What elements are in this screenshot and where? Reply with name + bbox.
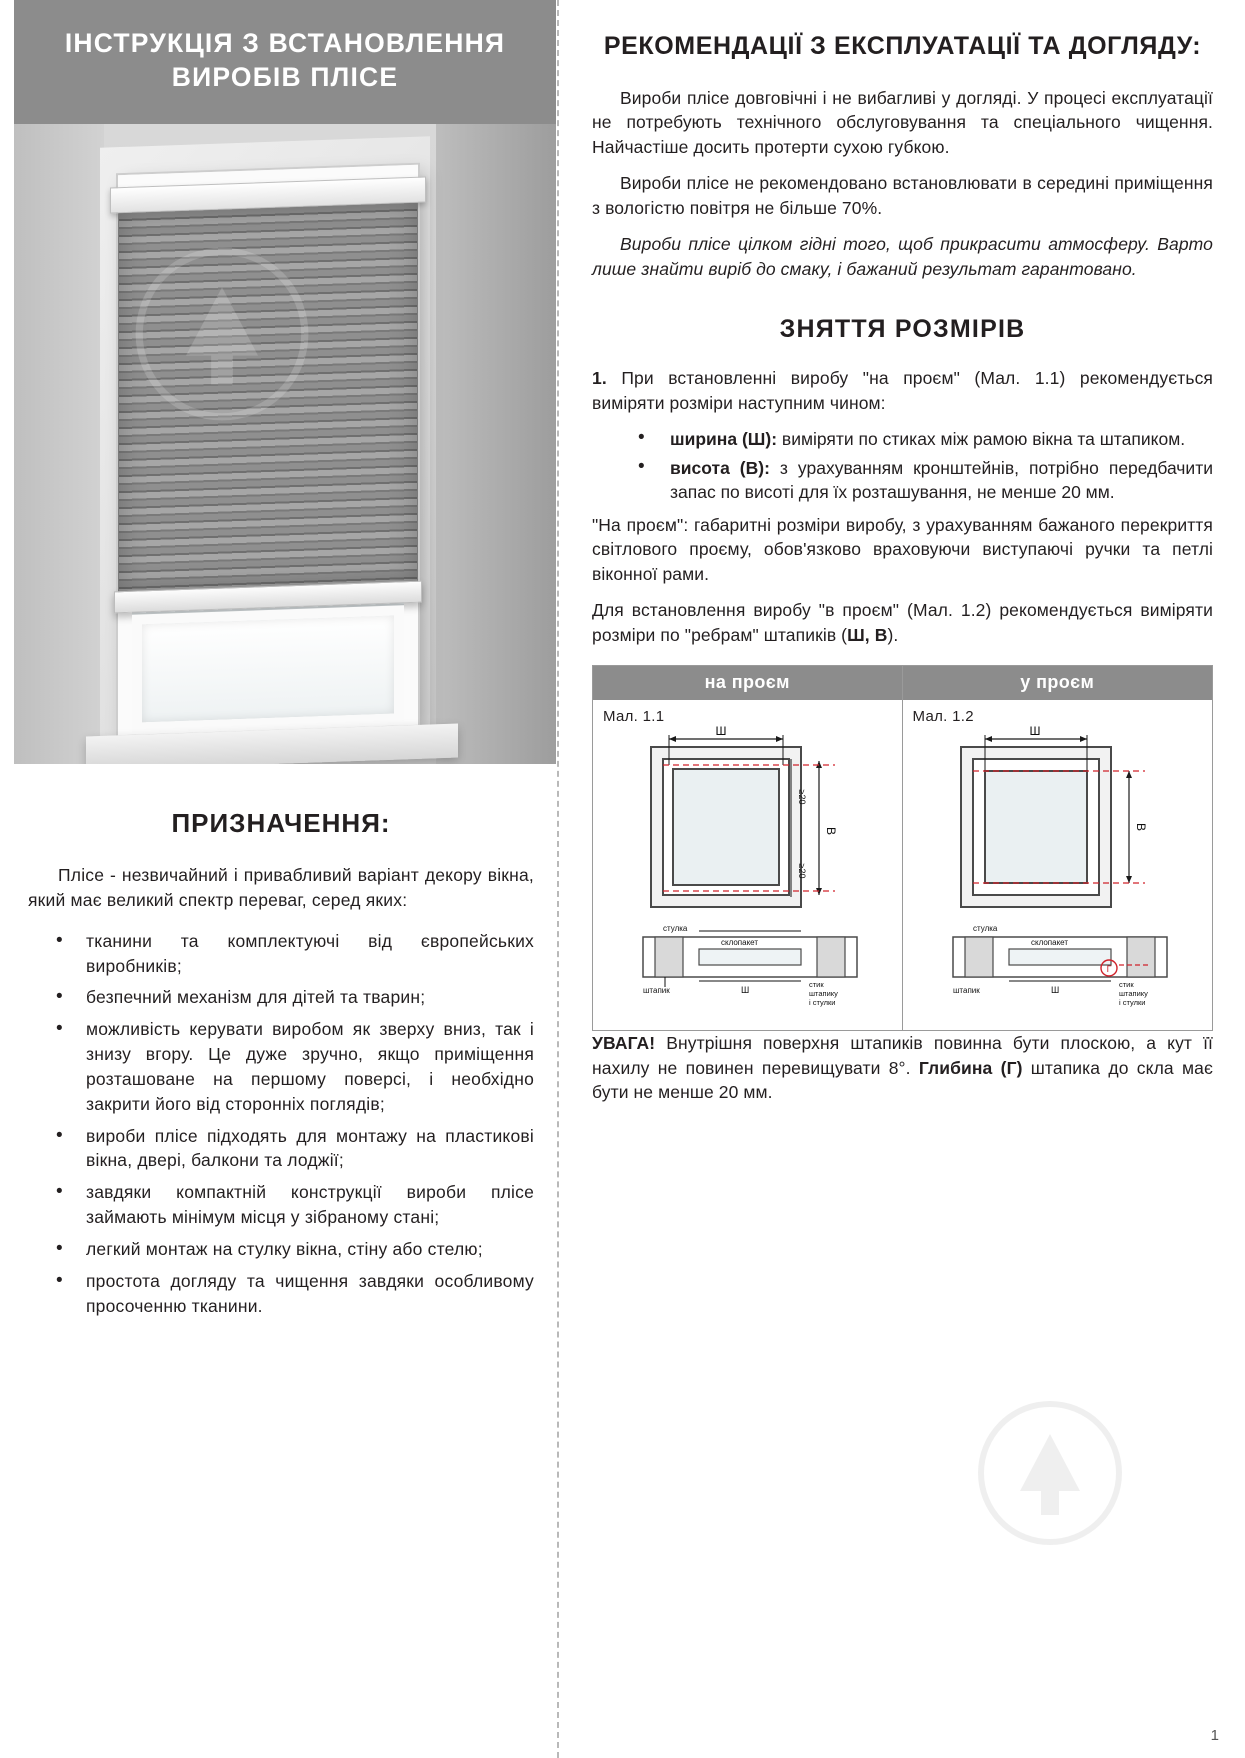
bullet-text-height: з урахуванням кронштейнів, потрібно передбачити запас по висоті для їх розташування, не менше 20 мм. [670,457,1213,503]
bullet-lead-height: висота (В): [670,457,770,478]
instruction-title-line1: ІНСТРУКЦІЯ З ВСТАНОВЛЕННЯ [64,28,506,58]
svg-text:≥20: ≥20 [797,863,807,879]
measuring-paragraph-2: "На проєм": габаритні розміри виробу, з урахуванням бажаного перекриття світлового проєму, обов'язково враховуючи виступаючі ручки та петлі віконної рами. [592,514,1213,584]
purpose-section [0,764,556,1326]
figure-2-body [903,700,1213,1030]
care-paragraph-1: Вироби пліcе довговічні і не вибагливі у догляді. У процесі експлуатації не потребують технічного обслуговування та спеціального чищення. Найчастіше досить протерти сухою губкою. [592,87,1213,157]
product-photo [14,124,556,764]
purpose-list [28,929,534,1319]
svg-text:штапик: штапик [952,986,980,996]
watermark-icon [132,244,312,424]
svg-text:Г: Г [1106,964,1111,975]
svg-text:Ш: Ш [1029,725,1040,739]
list-item: • вироби пліcе підходять для монтажу на пластикові вікна, двері, балкони та лоджії; [28,1124,534,1174]
bullet-text-width: виміряти по стиках між рамою вікна та штапиком. [777,429,1186,450]
measuring-paragraph-3 [592,598,1213,647]
svg-text:Ш: Ш [715,725,727,739]
figure-2-label: Мал. 1.2 [912,708,974,726]
svg-text:Ш: Ш [1050,985,1059,996]
right-column [556,0,1245,1758]
purpose-heading: ПРИЗНАЧЕННЯ: [171,808,391,838]
warning-note [592,1031,1213,1105]
bullet-lead-width: ширина (Ш): [670,429,778,450]
list-item: • завдяки компактній конструкції вироби пліcе займають мінімум місця у зібраному стані; [28,1180,534,1230]
photo-wall-right [436,124,556,764]
list-item: • легкий монтаж на стулку вікна, стіну або стелю; [28,1237,534,1262]
figure-2-header: у проєм [903,666,1213,700]
care-paragraph-3: Вироби пліcе цілком гідні того, щоб прикрасити атмосферу. Варто лише знайти виріб до смаку, і бажаний результат гарантовано. [592,234,1213,279]
instruction-title-band [14,0,556,124]
measuring-step-1-number: 1. [592,368,607,389]
list-item: • можливість керувати виробом як зверху вниз, так і знизу вгору. Це дуже зручно, якщо приміщення розташоване на першому поверсі, і необхідно закрити його від сторонніх поглядів; [28,1017,534,1116]
svg-text:стик: стик [809,980,824,990]
page-number: 1 [1210,1727,1219,1744]
figure-1-header: на проєм [593,666,902,700]
svg-text:склопакет: склопакет [1030,938,1068,948]
list-item: • простота догляду та чищення завдяки особливому просоченню тканини. [28,1269,534,1319]
left-column [0,0,556,1758]
figure-2-drawing [913,725,1203,1015]
warning-lead: УВАГА! [592,1033,656,1054]
list-item [592,427,1213,452]
warning-text-a: Внутрішня поверхня штапиків повинна бути плоскою, а кут її нахилу не повинен перевищувати 8°. [592,1033,1213,1078]
measuring-paragraph-3-b: Ш, В [847,624,888,645]
figures-table [592,665,1213,1031]
care-paragraph-2: Вироби пліcе не рекомендовано встановлювати в середині приміщення з вологістю повітря не більше 70%. [592,173,1213,218]
figure-u-proem [903,666,1213,1030]
svg-text:штапик: штапик [643,986,670,996]
svg-text:В: В [1133,823,1148,832]
svg-text:≥20: ≥20 [797,789,807,805]
svg-text:стик: стик [1118,980,1134,990]
svg-text:штапику: штапику [1118,989,1148,999]
figure-na-proem [593,666,903,1030]
svg-text:штапику: штапику [809,989,838,999]
figure-1-label: Мал. 1.1 [603,708,665,726]
svg-text:склопакет: склопакет [721,938,759,948]
list-item: • безпечний механізм для дітей та тварин; [28,985,534,1010]
photo-wall-left [14,124,104,764]
warning-bold-b: Глибина (Г) [918,1057,1023,1078]
measuring-paragraph-3-a: Для встановлення виробу "в проєм" (Мал. 1.2) рекомендується виміряти розміри по "ребрам" штапиків ( [592,600,1213,645]
svg-text:Ш: Ш [741,985,750,996]
measuring-bullets [592,427,1213,505]
svg-text:стулка: стулка [972,924,997,934]
list-item [592,456,1213,505]
svg-text:стулка: стулка [663,924,688,934]
watermark-icon [975,1398,1125,1548]
svg-text:і стулки: і стулки [809,998,836,1008]
measuring-paragraph-3-c: ). [887,624,899,645]
care-recommendations-title: РЕКОМЕНДАЦІЇ З ЕКСПЛУАТАЦІЇ ТА ДОГЛЯДУ: [603,32,1202,60]
figure-1-body [593,700,902,1030]
svg-text:і стулки: і стулки [1118,998,1145,1008]
figure-1-drawing [603,725,893,1015]
purpose-intro: Пліcе - незвичайний і привабливий варіант декору вікна, який має великий спектр переваг, серед яких: [28,865,534,910]
warning-text-c: штапика до скла має бути не менше 20 мм. [592,1057,1213,1103]
instruction-title-line2: ВИРОБІВ ПЛІСЕ [171,62,399,93]
photo-open-glass-area [132,605,404,732]
list-item: • тканини та комплектуючі від європейських виробників; [28,929,534,979]
svg-text:В: В [824,827,838,836]
measuring-step-1-text: При встановленні виробу "на проєм" (Мал. 1.1) рекомендується виміряти розміри наступним чином: [592,368,1214,413]
measuring-step-1 [592,366,1213,415]
measuring-heading: ЗНЯТТЯ РОЗМІРІВ [779,315,1026,344]
